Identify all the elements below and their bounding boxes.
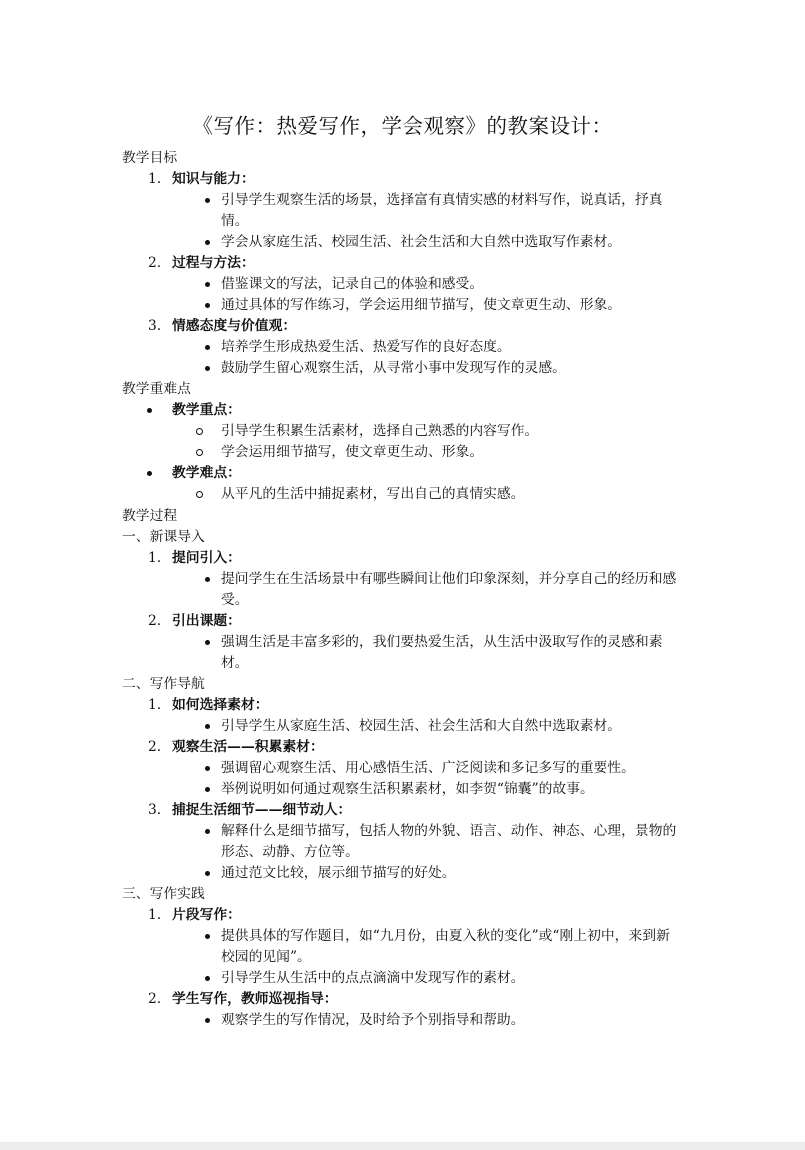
bullet-icon	[205, 577, 210, 582]
bullet-icon	[205, 640, 210, 645]
list-item: 培养学生形成热爱生活、热爱写作的良好态度。	[221, 339, 511, 355]
list-item-label: 片段写作：	[172, 907, 241, 923]
list-item: 通过具体的写作练习，学会运用细节描写，使文章更生动、形象。	[221, 297, 622, 313]
list-item: 学会运用细节描写，使文章更生动、形象。	[221, 444, 484, 460]
subsection-heading: 三、写作实践	[122, 886, 205, 902]
subsection-heading: 二、写作导航	[122, 676, 205, 692]
bullet-icon	[205, 766, 210, 771]
list-item-label: 教学难点：	[172, 465, 241, 481]
list-number: 1.	[148, 550, 162, 566]
list-item: 从平凡的生活中捕捉素材，写出自己的真情实感。	[221, 486, 525, 502]
bullet-icon	[147, 408, 152, 413]
bullet-icon	[205, 829, 210, 834]
list-item: 强调生活是丰富多彩的，我们要热爱生活，从生活中汲取写作的灵感和素材。	[221, 634, 663, 671]
list-item: 通过范文比较，展示细节描写的好处。	[221, 865, 456, 881]
list-item: 鼓励学生留心观察生活，从寻常小事中发现写作的灵感。	[221, 360, 566, 376]
list-item: 引导学生从生活中的点点滴滴中发现写作的素材。	[221, 970, 525, 986]
list-number: 3.	[148, 802, 162, 818]
list-item: 借鉴课文的写法，记录自己的体验和感受。	[221, 276, 484, 292]
bullet-icon	[205, 871, 210, 876]
section-heading-keypoints: 教学重难点	[122, 381, 191, 397]
circle-bullet-icon	[196, 428, 203, 435]
list-item: 引导学生从家庭生活、校园生活、社会生活和大自然中选取素材。	[221, 718, 622, 734]
bullet-icon	[205, 345, 210, 350]
list-item: 观察学生的写作情况，及时给予个别指导和帮助。	[221, 1012, 525, 1028]
list-number: 1.	[148, 907, 162, 923]
list-item: 举例说明如何通过观察生活积累素材，如李贺“锦囊”的故事。	[221, 781, 594, 797]
list-item-label: 引出课题：	[172, 613, 241, 629]
bullet-icon	[205, 303, 210, 308]
list-number: 2.	[148, 613, 162, 629]
list-item: 解释什么是细节描写，包括人物的外貌、语言、动作、神态、心理，景物的形态、动静、方位等。	[221, 823, 677, 860]
list-item: 引导学生积累生活素材，选择自己熟悉的内容写作。	[221, 423, 539, 439]
list-item: 强调留心观察生活、用心感悟生活、广泛阅读和多记多写的重要性。	[221, 760, 635, 776]
circle-bullet-icon	[196, 491, 203, 498]
list-item-label: 教学重点：	[172, 402, 241, 418]
list-item: 引导学生观察生活的场景，选择富有真情实感的材料写作，说真话，抒真情。	[221, 192, 663, 229]
page-title: 《写作：热爱写作，学会观察》的教案设计：	[192, 114, 613, 138]
list-item-label: 如何选择素材：	[172, 697, 269, 713]
list-number: 2.	[148, 255, 162, 271]
bullet-icon	[205, 1018, 210, 1023]
list-item-label: 情感态度与价值观：	[172, 318, 297, 334]
bullet-icon	[205, 724, 210, 729]
bullet-icon	[205, 366, 210, 371]
list-item: 提问学生在生活场景中有哪些瞬间让他们印象深刻，并分享自己的经历和感受。	[221, 571, 677, 608]
subsection-heading: 一、新课导入	[122, 529, 205, 545]
list-item-label: 知识与能力：	[172, 171, 255, 187]
bullet-icon	[147, 471, 152, 476]
bullet-icon	[205, 934, 210, 939]
list-item-label: 观察生活——积累素材：	[172, 739, 324, 755]
list-number: 3.	[148, 318, 162, 334]
list-item: 学会从家庭生活、校园生活、社会生活和大自然中选取写作素材。	[221, 234, 622, 250]
bullet-icon	[205, 976, 210, 981]
list-number: 2.	[148, 991, 162, 1007]
bullet-icon	[205, 282, 210, 287]
bullet-icon	[205, 787, 210, 792]
list-item-label: 提问引入：	[172, 550, 241, 566]
bullet-icon	[205, 240, 210, 245]
bullet-icon	[205, 198, 210, 203]
circle-bullet-icon	[196, 449, 203, 456]
list-item-label: 过程与方法：	[172, 255, 255, 271]
list-item-label: 学生写作，教师巡视指导：	[172, 991, 338, 1007]
section-heading-process: 教学过程	[122, 508, 178, 524]
list-item: 提供具体的写作题目，如“九月份，由夏入秋的变化”或“刚上初中，来到新校园的见闻”。	[221, 928, 670, 965]
list-number: 1.	[148, 171, 162, 187]
section-heading-objectives: 教学目标	[122, 150, 178, 166]
list-number: 1.	[148, 697, 162, 713]
list-number: 2.	[148, 739, 162, 755]
list-item-label: 捕捉生活细节——细节动人：	[172, 802, 352, 818]
